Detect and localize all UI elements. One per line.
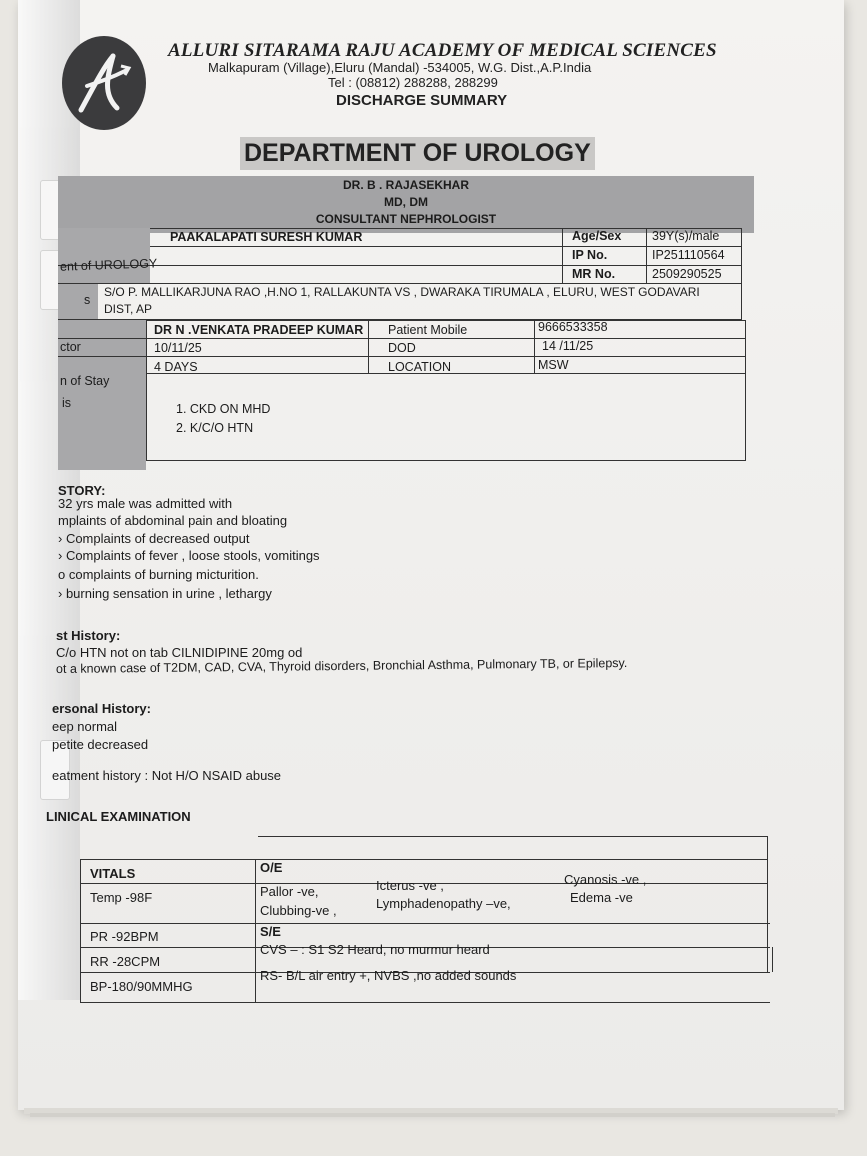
bp-value: BP-180/90MMHG xyxy=(90,979,193,994)
dod-value: 14 /11/25 xyxy=(542,339,594,353)
ip-label: IP No. xyxy=(572,248,608,262)
diagnosis-label: is xyxy=(62,396,72,410)
personal-history-title: ersonal History: xyxy=(52,701,151,716)
clubbing-value: Clubbing-ve , xyxy=(260,903,337,918)
admission-details-table xyxy=(58,320,746,470)
consultant-panel xyxy=(58,176,754,233)
past-history-line: C/o HTN not on tab CILNIDIPINE 20mg od xyxy=(56,645,303,660)
consultant-qualification: MD, DM xyxy=(384,195,428,209)
cvs-value: CVS – : S1 S2 Heard, no murmur heard xyxy=(260,942,490,957)
mr-value: 2509290525 xyxy=(652,267,722,281)
academy-logo xyxy=(62,36,146,130)
address-label: s xyxy=(84,293,91,307)
vitals-header: VITALS xyxy=(90,866,136,881)
document-type: DISCHARGE SUMMARY xyxy=(336,92,508,109)
temp-value: Temp -98F xyxy=(90,890,153,905)
lymphadenopathy-value: Lymphadenopathy –ve, xyxy=(376,896,511,911)
logo-emblem-icon xyxy=(73,48,135,118)
personal-history-line: eep normal xyxy=(52,719,118,734)
doctor-label: ctor xyxy=(60,340,81,354)
history-title: STORY: xyxy=(58,483,106,498)
history-line: › burning sensation in urine , lethargy xyxy=(58,586,272,601)
location-label: LOCATION xyxy=(388,360,451,374)
address-row xyxy=(58,284,742,320)
history-line: › Complaints of decreased output xyxy=(58,531,250,546)
consultant-name: DR. B . RAJASEKHAR xyxy=(342,178,469,192)
rs-value: RS- B/L air entry +, NVBS ,no added sounds xyxy=(260,968,517,983)
icterus-value: Icterus -ve , xyxy=(376,878,444,893)
rr-value: RR -28CPM xyxy=(90,954,161,969)
ip-value: IP251110564 xyxy=(652,248,725,262)
department-label: ent of UROLOGY xyxy=(59,256,158,274)
institution-telephone: Tel : (08812) 288288, 288299 xyxy=(328,75,498,90)
history-line: 32 yrs male was admitted with xyxy=(58,496,233,511)
patient-info-table xyxy=(58,228,742,284)
age-sex-value: 39Y(s)/male xyxy=(652,229,720,243)
mobile-label: Patient Mobile xyxy=(388,323,468,337)
treatment-history: eatment history : Not H/O NSAID abuse xyxy=(52,768,282,783)
pallor-value: Pallor -ve, xyxy=(260,884,319,899)
institution-name: ALLURI SITARAMA RAJU ACADEMY OF MEDICAL SCIENCES xyxy=(168,40,717,61)
stay-value: 4 DAYS xyxy=(154,360,198,374)
consultant-designation: CONSULTANT NEPHROLOGIST xyxy=(315,212,497,226)
cyanosis-value: Cyanosis -ve , xyxy=(564,872,647,887)
doa-value: 10/11/25 xyxy=(154,341,202,355)
department-title: DEPARTMENT OF UROLOGY xyxy=(240,137,595,170)
doctor-name: DR N .VENKATA PRADEEP KUMAR xyxy=(154,323,364,337)
age-sex-label: Age/Sex xyxy=(572,229,622,243)
history-line: mplaints of abdominal pain and bloating xyxy=(58,513,288,528)
past-history-title: st History: xyxy=(56,628,121,643)
address-line-2: DIST, AP xyxy=(104,302,153,316)
institution-address: Malkapuram (Village),Eluru (Mandal) -534005, W.G. Dist.,A.P.India xyxy=(208,60,592,75)
past-history-line: ot a known case of T2DM, CAD, CVA, Thyroid disorders, Bronchial Asthma, Pulmonary TB, or Epilepsy. xyxy=(55,656,628,676)
se-header: S/E xyxy=(260,924,281,939)
mr-label: MR No. xyxy=(572,267,616,281)
personal-history-line: petite decreased xyxy=(52,737,149,752)
location-value: MSW xyxy=(538,358,569,372)
diagnosis-item-1: 1. CKD ON MHD xyxy=(176,402,271,416)
history-line: › Complaints of fever , loose stools, vomitings xyxy=(58,548,320,563)
clinical-exam-title: LINICAL EXAMINATION xyxy=(46,809,191,824)
mobile-value: 9666533358 xyxy=(538,320,608,334)
patient-name: PAAKALAPATI SURESH KUMAR xyxy=(170,230,363,244)
history-line: o complaints of burning micturition. xyxy=(58,567,259,582)
address-line-1: S/O P. MALLIKARJUNA RAO ,H.NO 1, RALLAKUNTA VS , DWARAKA TIRUMALA , ELURU, WEST GODAVARI xyxy=(104,285,700,299)
edema-value: Edema -ve xyxy=(570,890,633,905)
stay-label: n of Stay xyxy=(60,374,110,388)
document-page xyxy=(18,0,844,1110)
diagnosis-item-2: 2. K/C/O HTN xyxy=(176,421,254,435)
oe-header: O/E xyxy=(260,860,283,875)
page-stack-edge xyxy=(30,1113,835,1117)
vitals-table xyxy=(80,836,768,1006)
pr-value: PR -92BPM xyxy=(90,929,159,944)
dod-label: DOD xyxy=(388,341,416,355)
